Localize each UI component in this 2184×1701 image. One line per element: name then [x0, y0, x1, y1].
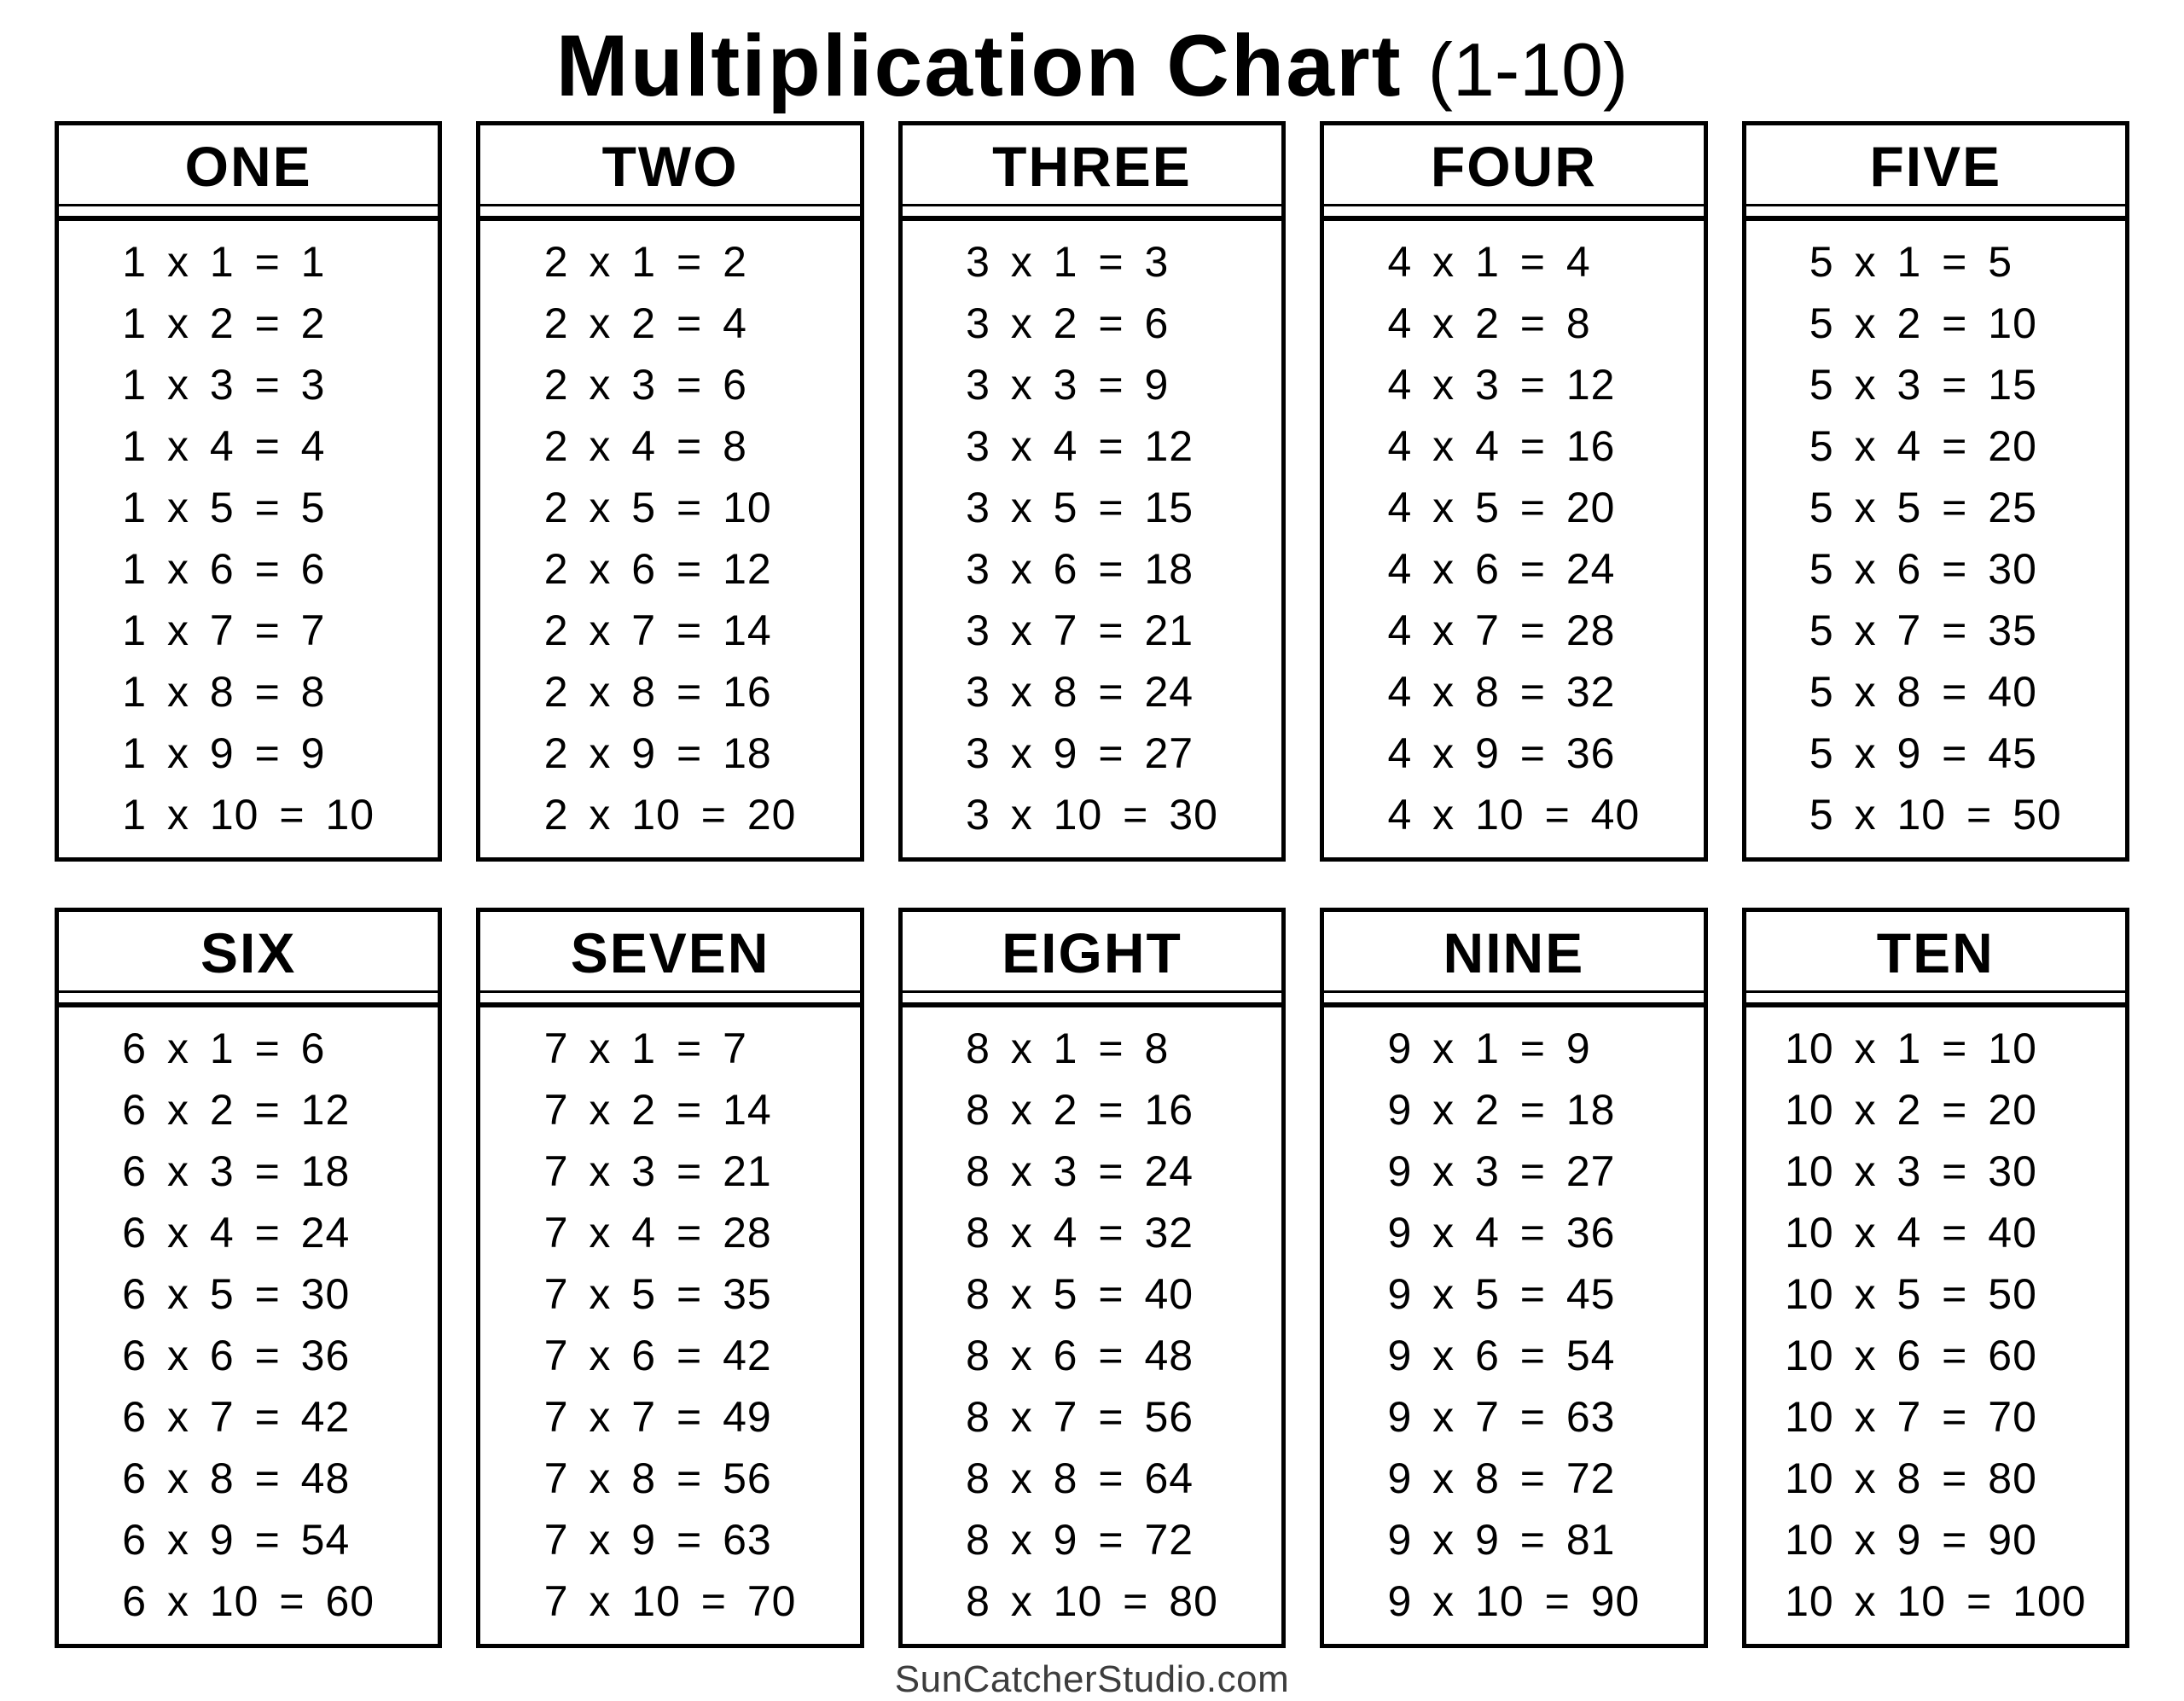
fact-row: 10 x 6 = 60 [1785, 1332, 2037, 1379]
fact-row: 3 x 5 = 15 [966, 484, 1194, 531]
fact-row: 1 x 5 = 5 [122, 484, 326, 531]
table-card-nine [1320, 908, 1707, 1648]
fact-list [1809, 231, 2062, 845]
fact-row: 9 x 2 = 18 [1387, 1086, 1616, 1134]
fact-row: 5 x 3 = 15 [1809, 361, 2037, 409]
table-card-one [55, 121, 442, 862]
fact-row: 10 x 7 = 70 [1785, 1393, 2037, 1441]
page-title [0, 0, 2184, 113]
fact-row: 10 x 4 = 40 [1785, 1209, 2037, 1257]
table-heading-ten: TEN [1746, 912, 2125, 993]
fact-row: 3 x 9 = 27 [966, 729, 1194, 777]
fact-row: 6 x 6 = 36 [122, 1332, 351, 1379]
fact-row: 2 x 4 = 8 [543, 422, 747, 470]
table-body-three [903, 216, 1281, 857]
fact-list [544, 1018, 797, 1632]
fact-row: 8 x 5 = 40 [966, 1270, 1194, 1318]
fact-row: 4 x 2 = 8 [1387, 299, 1591, 347]
fact-row: 10 x 9 = 90 [1785, 1516, 2037, 1564]
fact-row: 7 x 10 = 70 [543, 1577, 797, 1625]
fact-row: 8 x 8 = 64 [966, 1454, 1194, 1502]
fact-row: 5 x 2 = 10 [1809, 299, 2037, 347]
fact-row: 5 x 4 = 20 [1809, 422, 2037, 470]
fact-row: 1 x 10 = 10 [122, 791, 375, 839]
fact-list [966, 231, 1218, 845]
table-body-one [59, 216, 438, 857]
table-heading-one: ONE [59, 125, 438, 206]
fact-row: 1 x 4 = 4 [122, 422, 326, 470]
fact-row: 2 x 1 = 2 [543, 238, 747, 286]
fact-row: 9 x 9 = 81 [1387, 1516, 1616, 1564]
page-title-range: (1-10) [1427, 27, 1629, 112]
fact-row: 9 x 10 = 90 [1387, 1577, 1641, 1625]
fact-row: 4 x 8 = 32 [1387, 668, 1616, 716]
fact-row: 7 x 9 = 63 [543, 1516, 772, 1564]
fact-row: 9 x 5 = 45 [1387, 1270, 1616, 1318]
table-body-eight [903, 1002, 1281, 1644]
fact-row: 5 x 5 = 25 [1809, 484, 2037, 531]
table-heading-eight: EIGHT [903, 912, 1281, 993]
fact-row: 8 x 7 = 56 [966, 1393, 1194, 1441]
table-card-three [898, 121, 1286, 862]
table-heading-nine: NINE [1324, 912, 1703, 993]
fact-row: 9 x 4 = 36 [1387, 1209, 1616, 1257]
fact-row: 5 x 7 = 35 [1809, 607, 2037, 654]
fact-row: 4 x 7 = 28 [1387, 607, 1616, 654]
fact-row: 1 x 8 = 8 [122, 668, 326, 716]
fact-row: 5 x 10 = 50 [1809, 791, 2062, 839]
fact-row: 6 x 1 = 6 [122, 1025, 326, 1072]
fact-row: 6 x 10 = 60 [122, 1577, 375, 1625]
tables-grid [0, 121, 2184, 1648]
fact-row: 2 x 2 = 4 [543, 299, 747, 347]
fact-row: 7 x 6 = 42 [543, 1332, 772, 1379]
table-body-six [59, 1002, 438, 1644]
fact-row: 1 x 2 = 2 [122, 299, 326, 347]
fact-row: 2 x 7 = 14 [543, 607, 772, 654]
table-body-nine [1324, 1002, 1703, 1644]
table-body-five [1746, 216, 2125, 857]
fact-row: 1 x 7 = 7 [122, 607, 326, 654]
fact-row: 4 x 10 = 40 [1387, 791, 1641, 839]
fact-row: 7 x 4 = 28 [543, 1209, 772, 1257]
fact-row: 7 x 7 = 49 [543, 1393, 772, 1441]
fact-list [122, 231, 375, 845]
fact-row: 1 x 6 = 6 [122, 545, 326, 593]
page-title-main: Multiplication Chart [555, 17, 1403, 114]
table-card-ten [1742, 908, 2129, 1648]
fact-list [966, 1018, 1218, 1632]
fact-row: 2 x 8 = 16 [543, 668, 772, 716]
fact-row: 6 x 7 = 42 [122, 1393, 351, 1441]
fact-row: 4 x 4 = 16 [1387, 422, 1616, 470]
fact-row: 3 x 2 = 6 [966, 299, 1170, 347]
fact-row: 5 x 1 = 5 [1809, 238, 2013, 286]
fact-row: 9 x 3 = 27 [1387, 1147, 1616, 1195]
table-body-seven [480, 1002, 859, 1644]
fact-row: 4 x 5 = 20 [1387, 484, 1616, 531]
fact-row: 6 x 5 = 30 [122, 1270, 351, 1318]
fact-row: 10 x 5 = 50 [1785, 1270, 2037, 1318]
fact-list [1387, 1018, 1640, 1632]
footer-credit: SunCatcherStudio.com [894, 1658, 1290, 1700]
table-card-eight [898, 908, 1286, 1648]
fact-row: 4 x 9 = 36 [1387, 729, 1616, 777]
fact-row: 10 x 3 = 30 [1785, 1147, 2037, 1195]
fact-row: 5 x 6 = 30 [1809, 545, 2037, 593]
fact-row: 9 x 1 = 9 [1387, 1025, 1591, 1072]
fact-row: 2 x 9 = 18 [543, 729, 772, 777]
fact-list [1785, 1018, 2086, 1632]
fact-row: 7 x 3 = 21 [543, 1147, 772, 1195]
fact-row: 2 x 5 = 10 [543, 484, 772, 531]
table-card-four [1320, 121, 1707, 862]
fact-row: 10 x 8 = 80 [1785, 1454, 2037, 1502]
table-card-five [1742, 121, 2129, 862]
table-card-six [55, 908, 442, 1648]
fact-row: 10 x 1 = 10 [1785, 1025, 2037, 1072]
fact-row: 9 x 6 = 54 [1387, 1332, 1616, 1379]
table-body-two [480, 216, 859, 857]
fact-row: 10 x 10 = 100 [1785, 1577, 2087, 1625]
fact-row: 8 x 4 = 32 [966, 1209, 1194, 1257]
fact-row: 6 x 8 = 48 [122, 1454, 351, 1502]
fact-row: 3 x 8 = 24 [966, 668, 1194, 716]
table-card-seven [476, 908, 863, 1648]
table-heading-three: THREE [903, 125, 1281, 206]
fact-row: 7 x 2 = 14 [543, 1086, 772, 1134]
fact-row: 9 x 8 = 72 [1387, 1454, 1616, 1502]
fact-row: 7 x 8 = 56 [543, 1454, 772, 1502]
table-heading-five: FIVE [1746, 125, 2125, 206]
table-body-four [1324, 216, 1703, 857]
table-heading-six: SIX [59, 912, 438, 993]
fact-row: 3 x 6 = 18 [966, 545, 1194, 593]
fact-row: 7 x 5 = 35 [543, 1270, 772, 1318]
fact-row: 8 x 6 = 48 [966, 1332, 1194, 1379]
fact-list [544, 231, 797, 845]
fact-row: 8 x 2 = 16 [966, 1086, 1194, 1134]
table-card-two [476, 121, 863, 862]
fact-list [1387, 231, 1640, 845]
fact-row: 7 x 1 = 7 [543, 1025, 747, 1072]
fact-row: 1 x 3 = 3 [122, 361, 326, 409]
fact-row: 4 x 6 = 24 [1387, 545, 1616, 593]
fact-row: 2 x 3 = 6 [543, 361, 747, 409]
fact-row: 3 x 10 = 30 [966, 791, 1218, 839]
fact-list [122, 1018, 375, 1632]
fact-row: 3 x 3 = 9 [966, 361, 1170, 409]
fact-row: 2 x 10 = 20 [543, 791, 797, 839]
fact-row: 10 x 2 = 20 [1785, 1086, 2037, 1134]
table-body-ten [1746, 1002, 2125, 1644]
fact-row: 1 x 9 = 9 [122, 729, 326, 777]
fact-row: 8 x 3 = 24 [966, 1147, 1194, 1195]
fact-row: 9 x 7 = 63 [1387, 1393, 1616, 1441]
fact-row: 8 x 9 = 72 [966, 1516, 1194, 1564]
fact-row: 3 x 4 = 12 [966, 422, 1194, 470]
fact-row: 4 x 1 = 4 [1387, 238, 1591, 286]
fact-row: 6 x 4 = 24 [122, 1209, 351, 1257]
fact-row: 2 x 6 = 12 [543, 545, 772, 593]
fact-row: 8 x 10 = 80 [966, 1577, 1218, 1625]
fact-row: 6 x 2 = 12 [122, 1086, 351, 1134]
table-heading-four: FOUR [1324, 125, 1703, 206]
fact-row: 3 x 7 = 21 [966, 607, 1194, 654]
fact-row: 4 x 3 = 12 [1387, 361, 1616, 409]
fact-row: 1 x 1 = 1 [122, 238, 326, 286]
fact-row: 5 x 9 = 45 [1809, 729, 2037, 777]
table-heading-two: TWO [480, 125, 859, 206]
fact-row: 8 x 1 = 8 [966, 1025, 1170, 1072]
table-heading-seven: SEVEN [480, 912, 859, 993]
fact-row: 6 x 3 = 18 [122, 1147, 351, 1195]
fact-row: 3 x 1 = 3 [966, 238, 1170, 286]
fact-row: 5 x 8 = 40 [1809, 668, 2037, 716]
fact-row: 6 x 9 = 54 [122, 1516, 351, 1564]
